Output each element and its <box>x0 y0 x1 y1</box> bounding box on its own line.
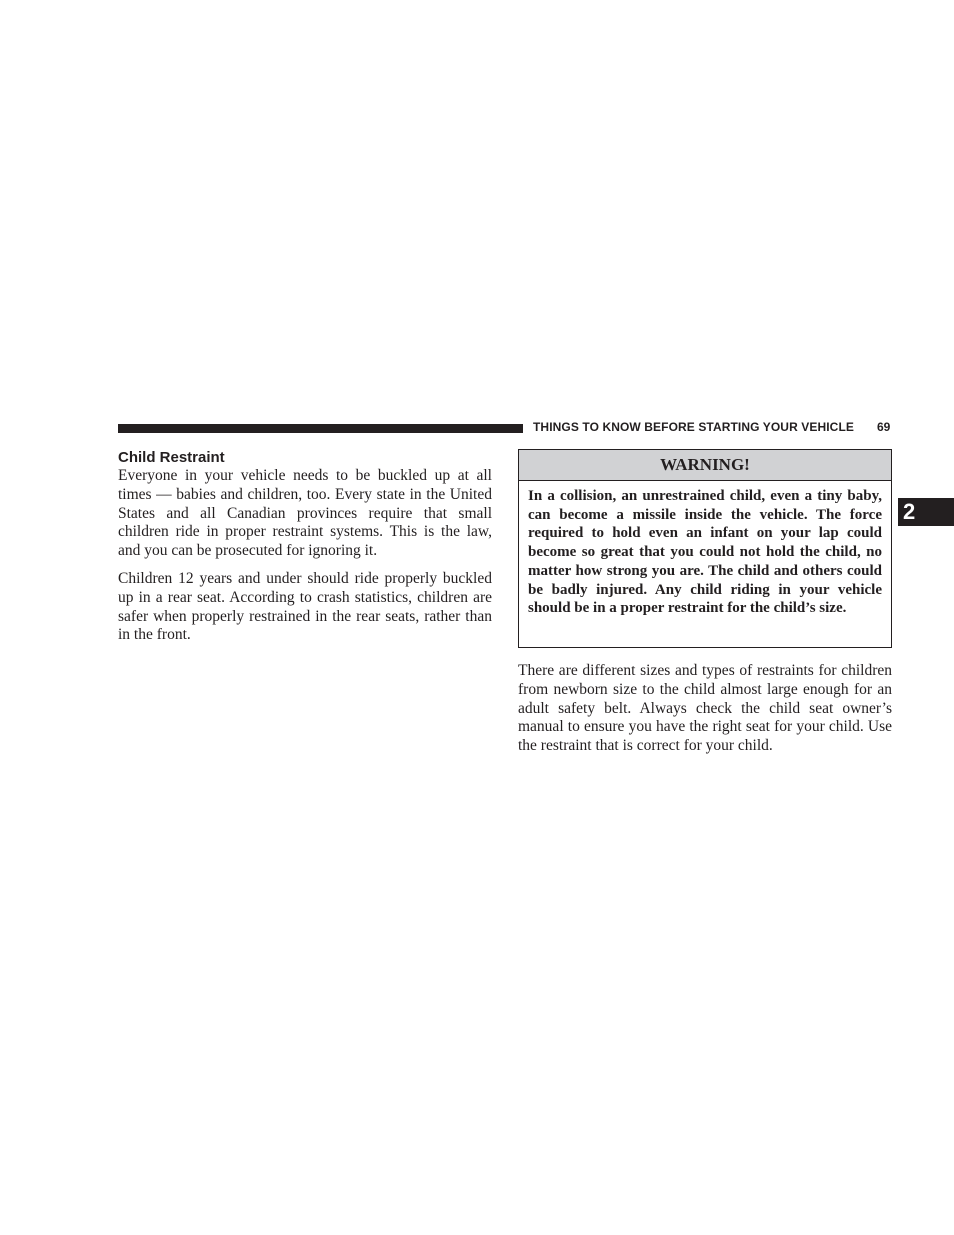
warning-box <box>518 449 892 648</box>
right-column <box>518 662 892 756</box>
left-column <box>118 448 492 645</box>
section-heading: Child Restraint <box>118 449 225 466</box>
header-rule <box>118 424 523 433</box>
warning-title: WARNING! <box>519 450 891 481</box>
body-paragraph: There are different sizes and types of restraints for children from newborn size to the child almost large enough for an adult safety belt. Always check the child seat owner’s manual to ensure you have the right seat for your child. Use the restraint that is correct for your child. <box>518 662 892 755</box>
chapter-tab: 2 <box>898 498 954 526</box>
warning-text: In a collision, an unrestrained child, even a tiny baby, can become a missile inside the vehicle. The force required to hold even an infant on your lap could become so great that you could not hold the child, no matter how strong you are. The child and others could be badly injured. Any child riding in your vehicle should be in a proper restraint for the child’s size. <box>528 488 882 617</box>
page-number: 69 <box>877 420 891 434</box>
body-paragraph: Everyone in your vehicle needs to be buckled up at all times — babies and children, too. Every state in the United States and all Canadian provinces require that small children ride in proper restraint systems. This is the law, and you can be prosecuted for ignoring it. <box>118 467 492 560</box>
running-header-title: THINGS TO KNOW BEFORE STARTING YOUR VEHICLE <box>533 420 854 434</box>
body-paragraph: Children 12 years and under should ride properly buckled up in a rear seat. According to crash statistics, children are safer when properly restrained in the rear seats, rather than in the front. <box>118 569 492 644</box>
